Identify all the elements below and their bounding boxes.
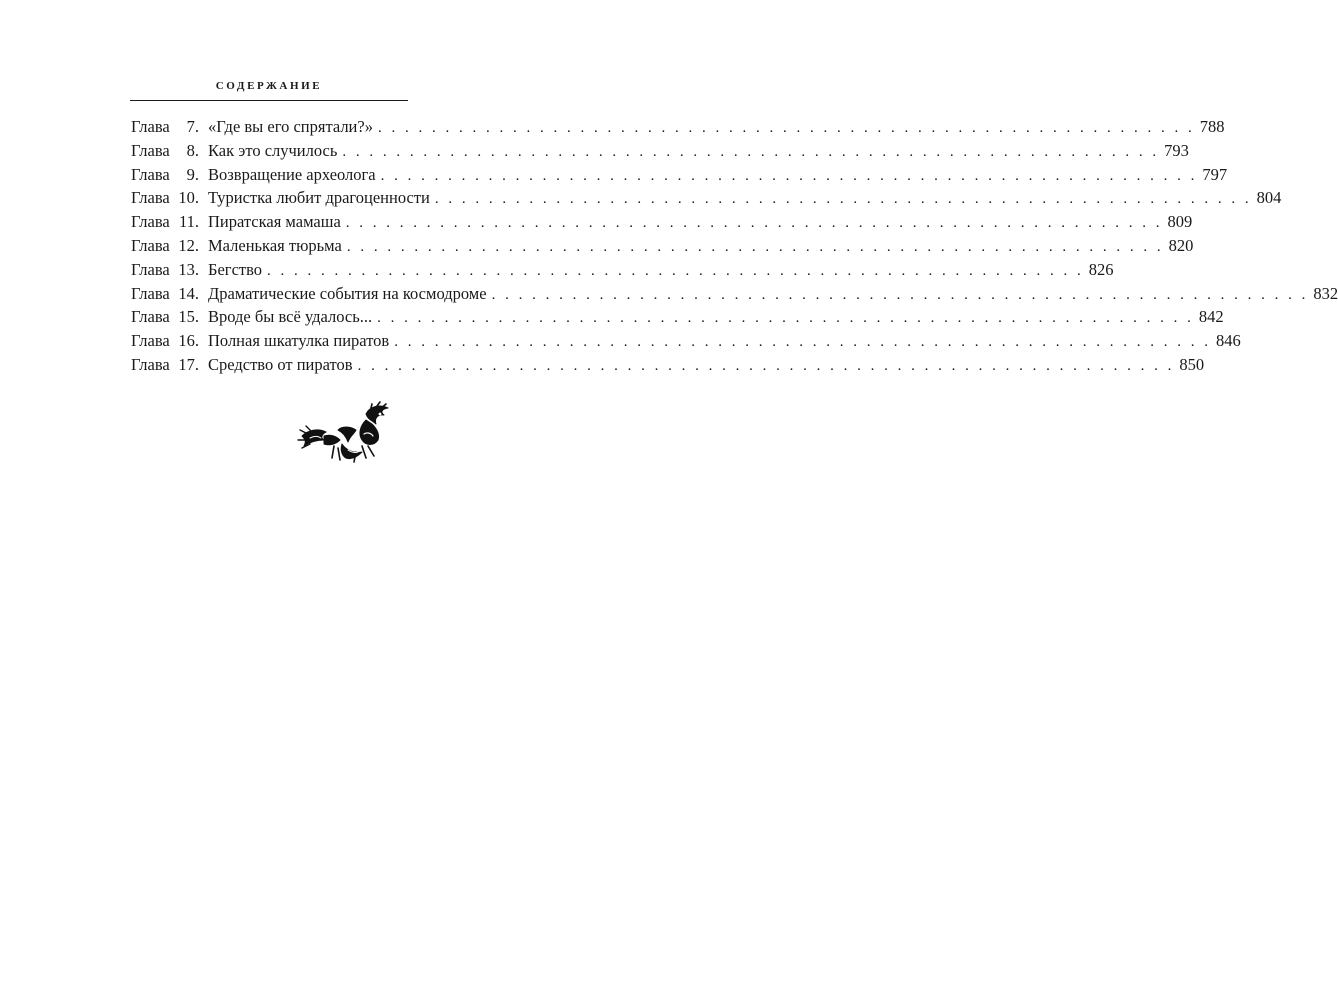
toc-entry-title: Пиратская мамаша — [208, 212, 341, 232]
toc-entry-page: 832 — [1313, 283, 1338, 303]
toc-entry[interactable] — [131, 282, 1338, 306]
toc-entry-label: Глава — [131, 140, 170, 160]
toc-entry-number: 16. — [178, 331, 199, 351]
toc-entry-title: «Где вы его спрятали?» — [208, 117, 373, 136]
toc-entry-page: 788 — [1199, 117, 1225, 136]
toc-entry-page: 820 — [1168, 235, 1194, 255]
toc-entry-label: Глава — [131, 331, 170, 351]
toc-entry[interactable] — [131, 305, 1224, 329]
running-head — [130, 80, 408, 101]
toc-entry-title: Полная шкатулка пиратов — [208, 331, 390, 351]
toc-entry-number: 12. — [178, 235, 199, 255]
toc-entry-page: 793 — [1164, 140, 1189, 160]
table-of-contents — [131, 115, 1338, 377]
toc-entry-leader: . . . . . . . . . . . . . . . . . . . . . . . . . . . . . . . . . . . . . . . . . . . . . . . . . . . . . . . . . . . . . — [394, 334, 1211, 351]
toc-entry[interactable] — [131, 186, 1282, 210]
running-head-title: СОДЕРЖАНИЕ — [215, 80, 323, 92]
toc-entry-title: Как это случилось — [208, 140, 338, 160]
toc-entry-number: 10. — [178, 188, 199, 208]
toc-entry-leader: . . . . . . . . . . . . . . . . . . . . . . . . . . . . . . . . . . . . . . . . . . . . . . . . . . . . . . . . . . . . . — [345, 215, 1163, 232]
toc-entry-number: 14. — [178, 283, 199, 303]
toc-entry-title: Средство от пиратов — [208, 354, 353, 374]
toc-entry-title: Маленькая тюрьма — [208, 235, 342, 255]
toc-entry-leader: . . . . . . . . . . . . . . . . . . . . . . . . . . . . . . . . . . . . . . . . . . . . . . . . . . . . . . . . . . . . . — [434, 191, 1252, 208]
toc-entry[interactable] — [131, 139, 1189, 163]
toc-entry-leader: . . . . . . . . . . . . . . . . . . . . . . . . . . . . . . . . . . . . . . . . . . . . . . . . . . . . . . . . . . . . . — [380, 167, 1198, 184]
toc-entry-leader: . . . . . . . . . . . . . . . . . . . . . . . . . . . . . . . . . . . . . . . . . . . . . . . . . . . . . . . . . . . . . — [346, 238, 1164, 255]
toc-entry-leader: . . . . . . . . . . . . . . . . . . . . . . . . . . . . . . . . . . . . . . . . . . . . . . . . . . . . . . . . . . . . . — [267, 262, 1084, 279]
toc-entry-title: Бегство — [208, 259, 263, 279]
toc-entry-label: Глава — [131, 117, 170, 136]
toc-entry-leader: . . . . . . . . . . . . . . . . . . . . . . . . . . . . . . . . . . . . . . . . . . . . . . . . . . . . . . . . . . . . . — [357, 357, 1175, 374]
toc-entry-number: 13. — [178, 259, 199, 279]
toc-entry-page: 809 — [1167, 212, 1193, 232]
toc-entry-leader: . . . . . . . . . . . . . . . . . . . . . . . . . . . . . . . . . . . . . . . . . . . . . . . . . . . . . . . . . . . . . — [491, 286, 1309, 303]
toc-entry[interactable] — [131, 163, 1228, 187]
toc-entry-title: Вроде бы всё удалось... — [208, 307, 373, 327]
toc-entry-label: Глава — [131, 235, 170, 255]
toc-entry-number: 8. — [186, 140, 199, 160]
toc-entry[interactable] — [131, 329, 1241, 353]
toc-entry-leader: . . . . . . . . . . . . . . . . . . . . . . . . . . . . . . . . . . . . . . . . . . . . . . . . . . . . . . . . . . . . . — [342, 143, 1160, 160]
toc-entry-number: 17. — [178, 354, 199, 374]
toc-entry-label: Глава — [131, 354, 170, 374]
toc-entry-label: Глава — [131, 259, 170, 279]
toc-entry[interactable] — [131, 115, 1225, 139]
toc-entry-page: 797 — [1202, 164, 1228, 184]
toc-entry[interactable] — [131, 210, 1193, 234]
toc-entry[interactable] — [131, 353, 1205, 377]
toc-entry-page: 842 — [1198, 307, 1224, 327]
toc-entry-leader: . . . . . . . . . . . . . . . . . . . . . . . . . . . . . . . . . . . . . . . . . . . . . . . . . . . . . . . . . . . . . — [377, 310, 1194, 327]
toc-entry-number: 11. — [178, 212, 199, 232]
toc-entry-title: Туристка любит драгоценности — [208, 188, 430, 208]
toc-entry-leader: . . . . . . . . . . . . . . . . . . . . . . . . . . . . . . . . . . . . . . . . . . . . . . . . . . . . . . . . . . . . . — [377, 120, 1195, 136]
toc-entry-number: 9. — [186, 164, 199, 184]
toc-entry-page: 850 — [1179, 354, 1205, 374]
toc-entry-page: 804 — [1256, 188, 1282, 208]
dragon-bird-icon — [296, 400, 396, 468]
toc-entry-title: Возвращение археолога — [208, 164, 376, 184]
toc-entry[interactable] — [131, 234, 1194, 258]
toc-entry-title: Драматические события на космодроме — [208, 283, 487, 303]
toc-entry-number: 7. — [186, 117, 199, 136]
toc-entry-page: 846 — [1215, 331, 1241, 351]
toc-entry-number: 15. — [178, 307, 199, 327]
toc-entry-label: Глава — [131, 164, 170, 184]
toc-entry-label: Глава — [131, 188, 170, 208]
toc-entry-label: Глава — [131, 307, 170, 327]
toc-entry[interactable] — [131, 258, 1114, 282]
toc-entry-label: Глава — [131, 283, 170, 303]
toc-entry-page: 826 — [1088, 259, 1114, 279]
toc-entry-label: Глава — [131, 212, 170, 232]
